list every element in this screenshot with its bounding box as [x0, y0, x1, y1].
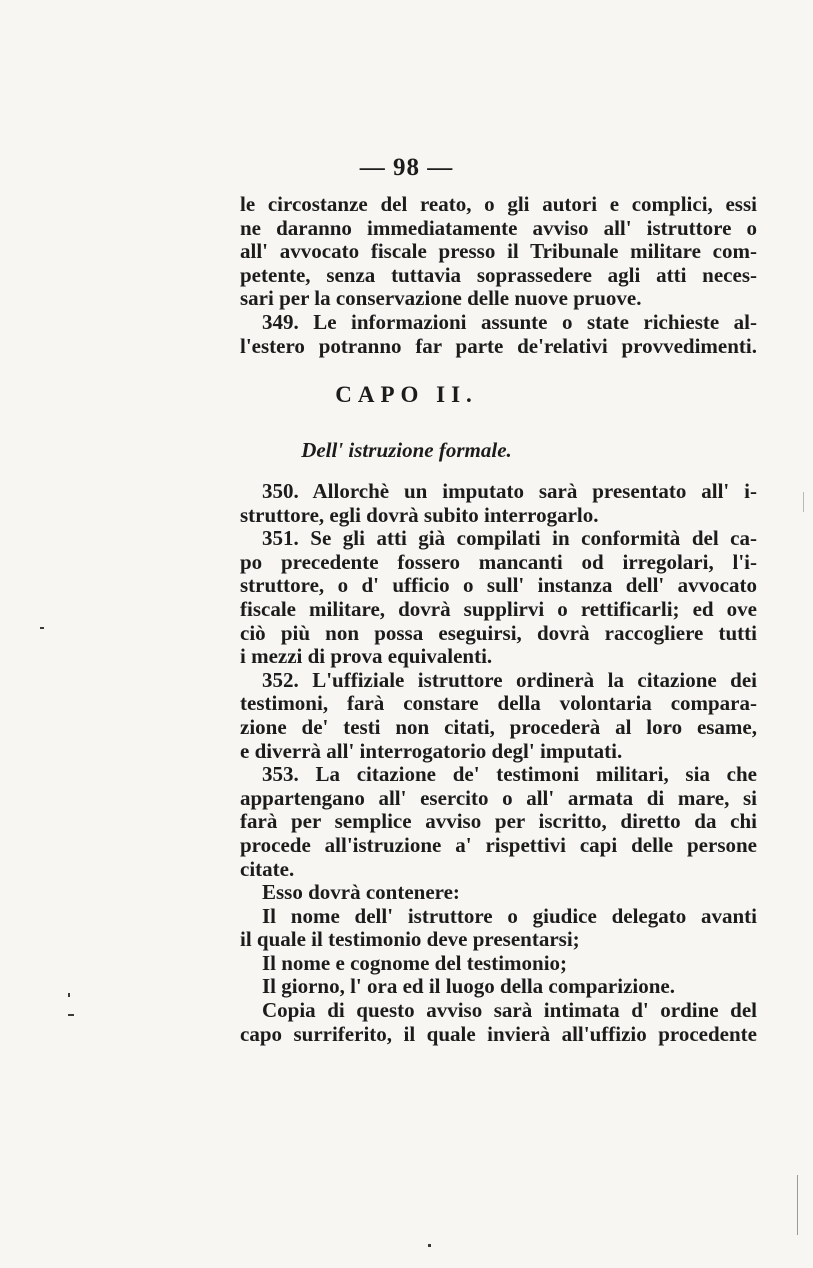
scan-speck: [803, 492, 804, 512]
text-line: Il nome e cognome del testimonio;: [262, 950, 568, 975]
scan-speck: [40, 627, 44, 629]
text-line-article-353: 353. La citazione de' testimoni militari, sia che: [262, 762, 757, 787]
text-line: ciò più non possa eseguirsi, dovrà raccogliere tutti: [240, 620, 757, 645]
text-line-article-351: 351. Se gli atti già compilati in conformità del ca-: [262, 526, 757, 551]
text-line: all' avvocato fiscale presso il Tribunale militare com-: [240, 239, 757, 264]
scan-speck: [68, 1014, 74, 1016]
scan-speck: [428, 1244, 431, 1247]
text-line: farà per semplice avviso per iscritto, diretto da chi: [240, 809, 757, 834]
text-line: sari per la conservazione delle nuove pruove.: [240, 286, 642, 311]
text-line: l'estero potranno far parte de'relativi provvedimenti.: [240, 333, 757, 358]
text-line: petente, senza tuttavia soprassedere agli atti neces-: [240, 262, 757, 287]
text-line: Copia di questo avviso sarà intimata d' ordine del: [262, 998, 757, 1023]
text-line: Esso dovrà contenere:: [262, 880, 460, 905]
page-number: — 98 —: [359, 154, 454, 181]
text-line: il quale il testimonio deve presentarsi;: [240, 927, 580, 952]
text-line: e diverrà all' interrogatorio degl' imputati.: [240, 738, 623, 763]
text-line: appartengano all' esercito o all' armata di mare, si: [240, 785, 757, 810]
text-line: fiscale militare, dovrà supplirvi o rettificarli; ed ove: [240, 596, 757, 621]
text-line: struttore, egli dovrà subito interrogarlo.: [240, 502, 599, 527]
scan-speck: [68, 993, 70, 997]
chapter-title: CAPO II.: [335, 382, 478, 407]
text-line: po precedente fossero mancanti od irregolari, l'i-: [240, 549, 757, 574]
text-line: Il giorno, l' ora ed il luogo della comparizione.: [262, 974, 675, 999]
text-line: struttore, o d' ufficio o sull' instanza dell' avvocato: [240, 573, 757, 598]
text-line-article-350: 350. Allorchè un imputato sarà presentato all' i-: [262, 479, 757, 503]
text-line: citate.: [240, 856, 295, 881]
text-line-article-352: 352. L'uffiziale istruttore ordinerà la citazione dei: [262, 667, 757, 692]
text-line: i mezzi di prova equivalenti.: [240, 644, 493, 669]
text-line: zione de' testi non citati, procederà al loro esame,: [240, 714, 757, 739]
text-line: procede all'istruzione a' rispettivi capi delle persone: [240, 832, 757, 857]
text-line: le circostanze del reato, o gli autori e complici, essi: [240, 192, 757, 216]
text-block-articles: [240, 480, 757, 1046]
chapter-subtitle: Dell' istruzione formale.: [301, 438, 512, 462]
text-block-continuation: [240, 193, 757, 358]
scan-speck: [797, 1175, 798, 1235]
text-line: capo surriferito, il quale invierà all'uffizio procedente: [240, 1021, 757, 1046]
text-line-article-349: 349. Le informazioni assunte o state richieste al-: [262, 309, 757, 334]
text-line: ne daranno immediatamente avviso all' istruttore o: [240, 215, 757, 240]
text-line: Il nome dell' istruttore o giudice delegato avanti: [262, 903, 757, 928]
text-line: testimoni, farà constare della volontaria compara-: [240, 691, 757, 716]
